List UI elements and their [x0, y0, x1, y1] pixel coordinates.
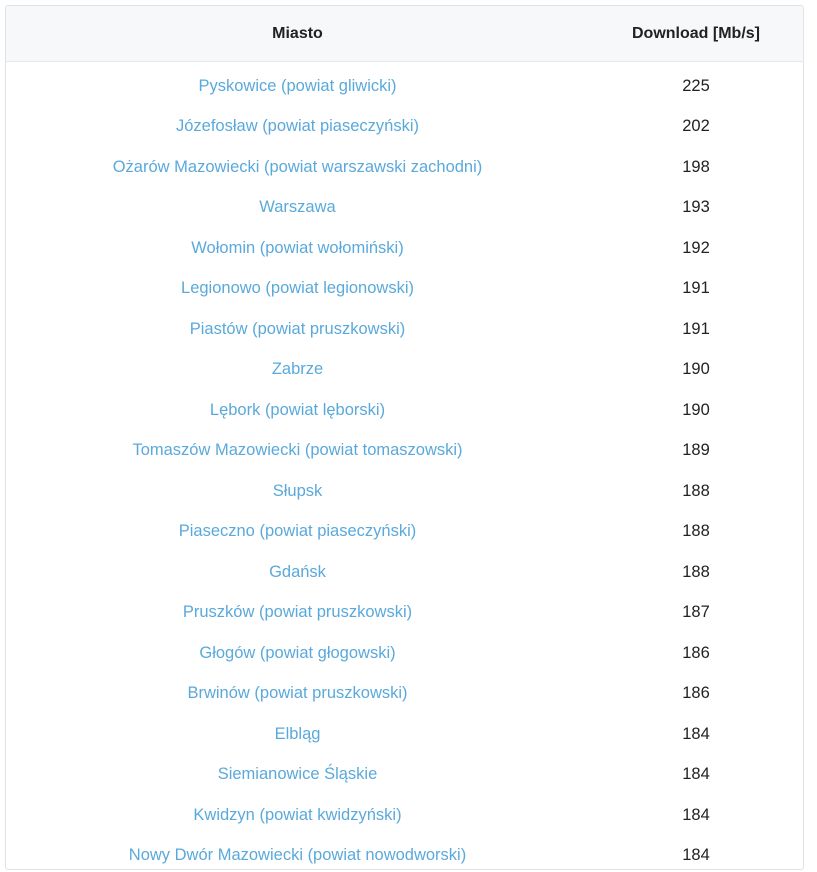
download-value: 190 [682, 360, 710, 379]
download-value: 189 [682, 441, 710, 460]
table-body [6, 62, 803, 870]
download-value: 193 [682, 198, 710, 217]
table-header [6, 6, 803, 62]
table-row [6, 593, 803, 634]
download-value: 190 [682, 400, 710, 419]
table-row [6, 755, 803, 796]
city-link[interactable]: Kwidzyn (powiat kwidzyński) [193, 805, 402, 824]
city-link[interactable]: Głogów (powiat głogowski) [199, 643, 396, 662]
city-link[interactable]: Pruszków (powiat pruszkowski) [182, 603, 413, 622]
download-value: 186 [682, 684, 710, 703]
download-value: 187 [682, 603, 710, 622]
download-value: 186 [682, 643, 710, 662]
download-value: 225 [682, 76, 710, 95]
table-row [6, 309, 803, 350]
city-link[interactable]: Pyskowice (powiat gliwicki) [198, 76, 397, 95]
table-row [6, 269, 803, 310]
city-link[interactable]: Gdańsk [269, 562, 326, 581]
table-row [6, 350, 803, 391]
download-value: 184 [682, 765, 710, 784]
table-row [6, 836, 803, 871]
download-value: 191 [682, 319, 710, 338]
table-row [6, 795, 803, 836]
city-link[interactable]: Elbląg [274, 724, 321, 743]
table-row [6, 714, 803, 755]
table-row [6, 674, 803, 715]
city-link[interactable]: Tomaszów Mazowiecki (powiat tomaszowski) [132, 441, 463, 460]
download-value: 188 [682, 481, 710, 500]
download-value: 184 [682, 846, 710, 865]
table-row [6, 228, 803, 269]
download-value: 188 [682, 522, 710, 541]
table-row [6, 188, 803, 229]
download-value: 202 [682, 117, 710, 136]
table-row [6, 512, 803, 553]
column-header-download: Download [Mb/s] [632, 24, 760, 42]
table-row [6, 66, 803, 107]
download-value: 192 [682, 238, 710, 257]
download-value: 191 [682, 279, 710, 298]
city-link[interactable]: Piaseczno (powiat piaseczyński) [178, 522, 417, 541]
column-header-city: Miasto [272, 24, 323, 42]
city-link[interactable]: Józefosław (powiat piaseczyński) [175, 117, 419, 136]
city-link[interactable]: Brwinów (powiat pruszkowski) [187, 684, 408, 703]
table-row [6, 431, 803, 472]
table-row [6, 147, 803, 188]
table-row [6, 471, 803, 512]
city-link[interactable]: Legionowo (powiat legionowski) [181, 279, 414, 298]
city-link[interactable]: Lębork (powiat lęborski) [209, 400, 386, 419]
download-speed-table [5, 5, 804, 870]
city-link[interactable]: Piastów (powiat pruszkowski) [189, 319, 406, 338]
city-link[interactable]: Ożarów Mazowiecki (powiat warszawski zachodni) [112, 157, 483, 176]
city-link[interactable]: Warszawa [259, 198, 336, 217]
city-link[interactable]: Zabrze [271, 360, 324, 379]
table-row [6, 390, 803, 431]
city-link[interactable]: Wołomin (powiat wołomiński) [191, 238, 404, 257]
city-link[interactable]: Nowy Dwór Mazowiecki (powiat nowodworski) [128, 846, 467, 865]
download-value: 184 [682, 724, 710, 743]
city-link[interactable]: Słupsk [272, 481, 323, 500]
download-value: 188 [682, 562, 710, 581]
download-value: 184 [682, 805, 710, 824]
table-row [6, 552, 803, 593]
city-link[interactable]: Siemianowice Śląskie [217, 765, 378, 784]
table-row [6, 633, 803, 674]
download-value: 198 [682, 157, 710, 176]
table-row [6, 107, 803, 148]
